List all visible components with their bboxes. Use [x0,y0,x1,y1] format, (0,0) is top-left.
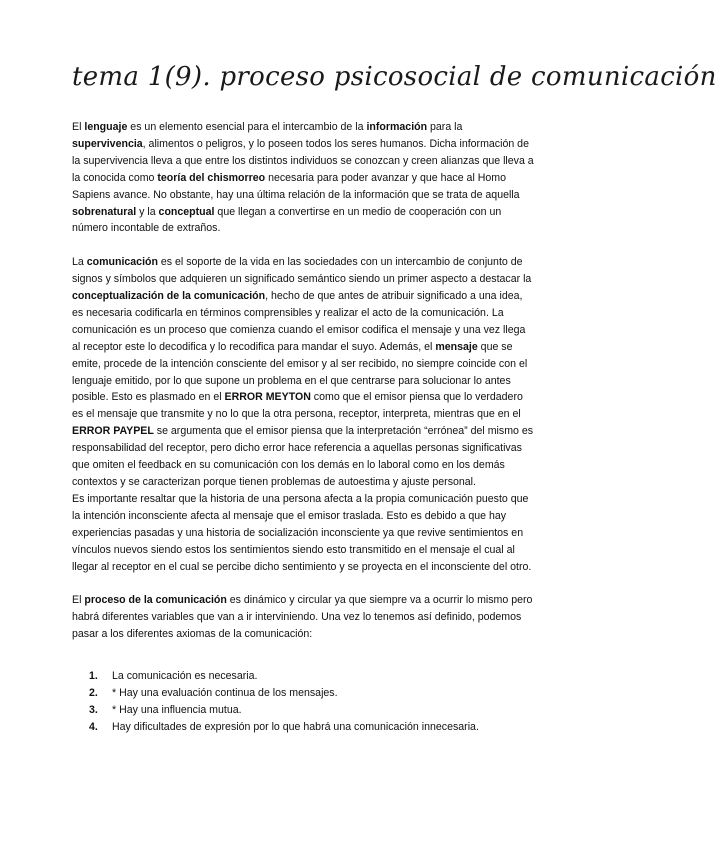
bold-term: proceso de la comunicación [84,594,227,607]
bold-term: conceptualización de la comunicación [72,290,266,303]
text-run: es el soporte de la vida en las sociedades con un intercambio de conjunto de signos y símbolos que adquieren un significado semántico siendo un primer aspecto a destacar la [72,256,532,286]
list-item [72,685,534,702]
text-run: que se emite, procede de la intención consciente del emisor y al ser recibido, no siempre coincide con el lenguaje emitido, por lo que supone un problema en el que centrarse para solucionar lo antes posible. Esto es plasmado en el [72,340,528,404]
paragraph-historia: Es importante resaltar que la historia de una persona afecta a la propia comunicación puesto que la intención inconsciente afecta al mensaje que el emisor traslada. Esto es debido a que hay experiencias pasadas y una historia de socialización inconsciente ya que revive sentimientos en vínculos nuevos siendo estos los sentimientos siendo esto transmitido en el mensaje el cual al llegar al receptor en el cual se percibe dicho sentimiento y se proyecta en el inconsciente del otro. [72,492,532,573]
text-run: y la [136,205,159,218]
text-run: es dinámico y circular ya que siempre va a ocurrir lo mismo pero habrá diferentes variables que van a ir interviniendo. Una vez lo tenemos así definido, podemos pasar a los diferentes axiomas de la comunicación: [72,594,533,641]
text-run: , hecho de que antes de atribuir significado a una idea, es necesaria codificarla en términos comprensibles y realizar el acto de la comunicación. La comunicación es un proceso que comienza cuando el emisor codifica el mensaje y una vez llega al receptor este lo decodifica y lo recodifica para mandar el suyo. Además, el [72,290,526,353]
list-text: La comunicación es necesaria. [112,670,258,683]
bold-term: conceptual [158,205,215,218]
list-text: * Hay una evaluación continua de los mensajes. [112,687,338,700]
axioms-list [72,668,534,736]
page-title: tema 1(9). proceso psicosocial de comunicación [72,62,717,92]
bold-term: información [366,121,428,133]
paragraph-comunicacion [72,254,534,491]
list-item [72,702,534,719]
bold-term: comunicación [86,256,158,269]
text-run: necesaria para poder avanzar y que hace al Homo Sapiens avance. No obstante, hay una última relación de la información que se trata de aquella [72,171,520,201]
text-run: La [72,256,87,269]
text-run: se argumenta que el emisor piensa que la interpretación “errónea” del mismo es responsabilidad del receptor, pero dicho error hace referencia a aquellas personas significativas que omiten el feedback en su comunicación con los demás en lo laboral como en los demás contextos y se caracterizan porque tienen problemas de autoestima y ajuste personal. [72,425,534,489]
bold-term: mensaje [435,340,478,353]
document-body [72,119,534,736]
list-number: 1. [89,670,98,683]
list-item [72,668,534,685]
text-run: es un elemento esencial para el intercambio de la [127,121,367,133]
list-number: 3. [89,704,98,717]
bold-term: supervivencia [72,137,143,150]
text-run: para la [427,121,463,133]
text-run: que llegan a convertirse en un medio de cooperación con un número incontable de extraños. [72,205,502,235]
list-number: 2. [89,687,98,700]
text-run: , alimentos o peligros, y lo poseen todos los seres humanos. Dicha información de la supervivencia lleva a que entre los distintos individuos se conozcan y creen alianzas que lleva a la conocida como [72,137,534,184]
bold-term: teoría del chismorreo [157,171,266,184]
list-item [72,719,534,736]
bold-term: ERROR PAYPEL [72,425,154,438]
text-run: El [72,594,85,607]
list-text: * Hay una influencia mutua. [112,704,242,717]
text-run: como que el emisor piensa que lo verdadero es el mensaje que transmite y no lo que la otra persona, receptor, interpreta, mientras que en el [72,391,523,421]
bold-term: sobrenatural [72,205,137,218]
list-text: Hay dificultades de expresión por lo que habrá una comunicación innecesaria. [112,721,479,734]
bold-term: lenguaje [84,121,128,133]
text-run: El [72,121,85,133]
paragraph-proceso [72,592,534,643]
list-number: 4. [89,721,98,734]
paragraph-lenguaje [72,119,534,237]
bold-term: ERROR MEYTON [224,391,311,404]
